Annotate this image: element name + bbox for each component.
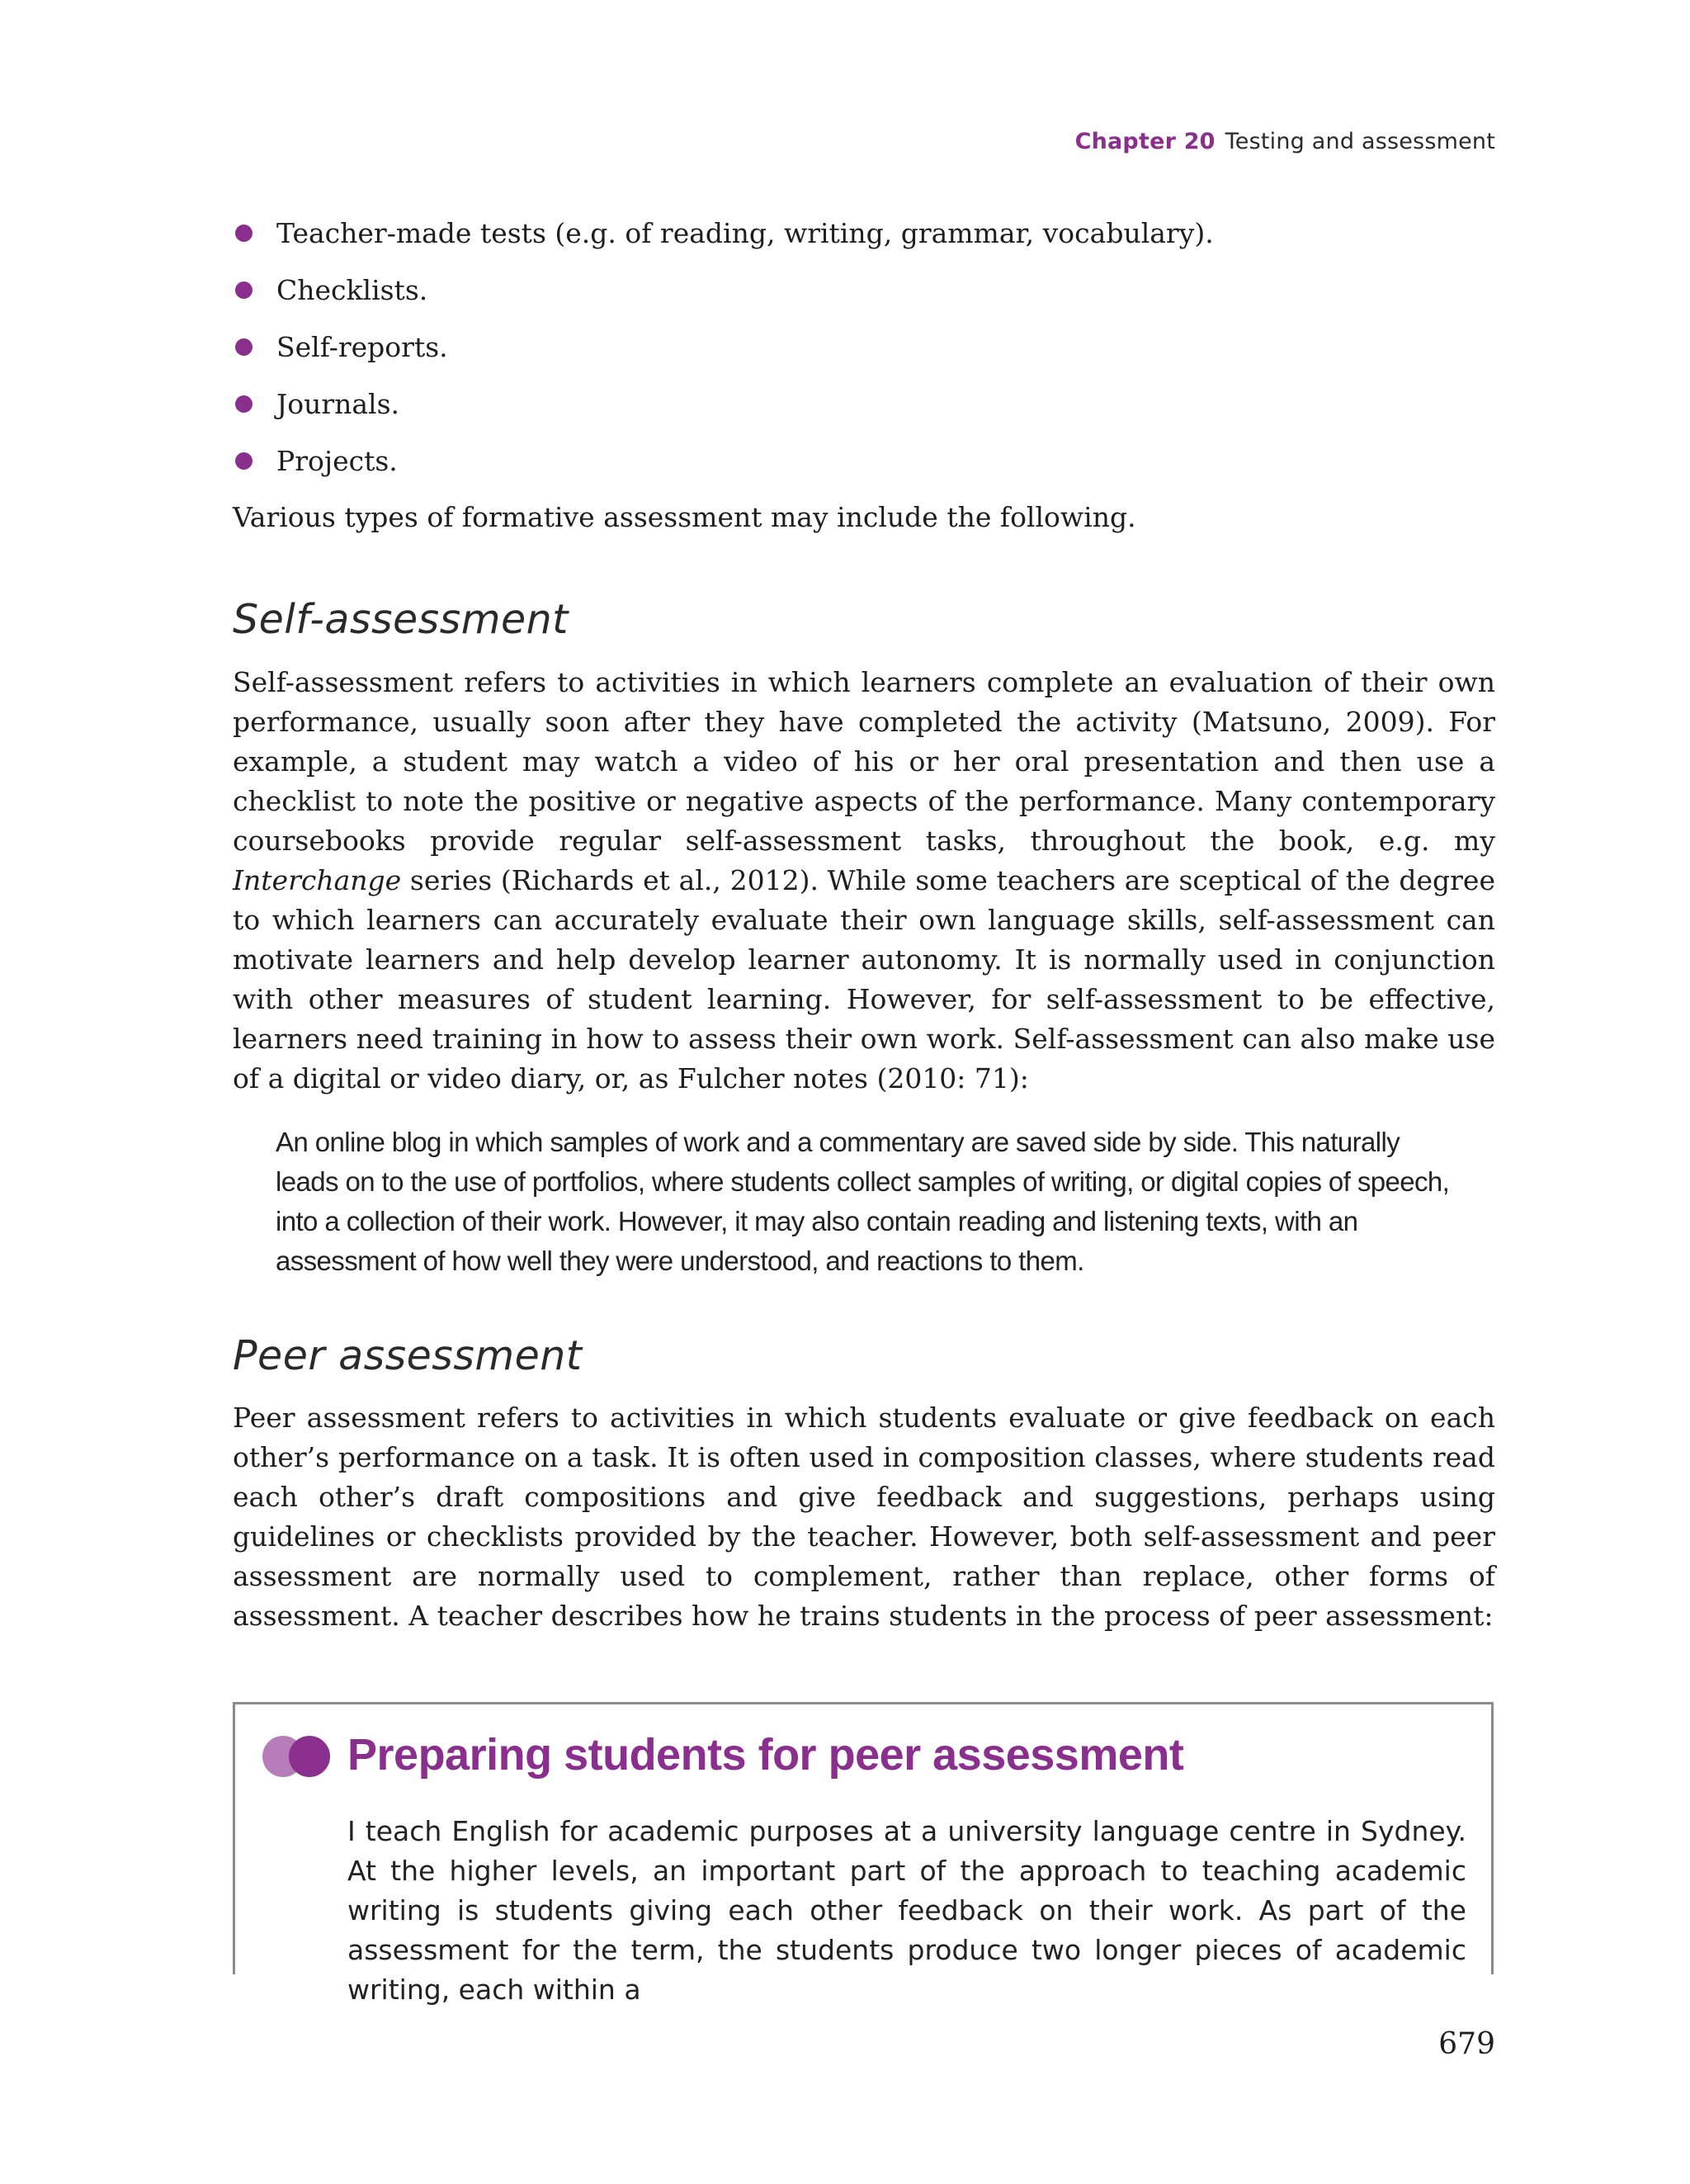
running-header: [1075, 129, 1495, 154]
feature-box-title: Preparing students for peer assessment: [347, 1730, 1184, 1780]
peer-assessment-paragraph: Peer assessment refers to activities in which students evaluate or give feedback on each other’s performance on a task. It is often used in composition classes, where students read each other’s draft compositions and give feedback and suggestions, perhaps using guidelines or checklists provided by the teacher. However, both self-assessment and peer assessment are normally used to complement, rather than replace, other forms of assessment. A teacher describes how he trains students in the process of peer assessment:: [233, 1402, 1495, 1632]
list-item: Projects.: [233, 441, 1495, 498]
bullet-icon: [235, 338, 253, 356]
bullet-icon: [235, 395, 253, 413]
list-item: Checklists.: [233, 270, 1495, 327]
block-quote: An online blog in which samples of work and a commentary are saved side by side. This naturally leads on to the use of portfolios, where students collect samples of writing, or digital copies of speech, into a collection of their work. However, it may also contain reading and listening texts, with an assessment of how well they were understood, and reactions to them.: [276, 1127, 1450, 1276]
feature-box: [233, 1702, 1494, 2006]
intro-sentence: Various types of formative assessment may include the following.: [233, 501, 1136, 533]
self-assessment-heading: Self-assessment: [233, 596, 569, 643]
list-item: Teacher-made tests (e.g. of reading, writing, grammar, vocabulary).: [233, 213, 1495, 270]
peer-assessment-heading: Peer assessment: [233, 1332, 583, 1379]
bullet-icon: [235, 225, 253, 242]
self-assessment-paragraph: Self-assessment refers to activities in which learners complete an evaluation of their own performance, usually soon after they have completed the activity (Matsuno, 2009). For example, a student may watch a video of his or her oral presentation and then use a checklist to note the positive or negative aspects of the performance. Many contemporary coursebooks provide regular self-assessment tasks, throughout the book, e.g. my Interchange series (Richards et al., 2012). While some teachers are sceptical of the degree to which learners can accurately evaluate their own language skills, self-assessment can motivate learners and help develop learner autonomy. It is normally used in conjunction with other measures of student learning. However, for self-assessment to be effective, learners need training in how to assess their own work. Self-assessment can also make use of a digital or video diary, or, as Fulcher notes (2010: 71):: [233, 666, 1495, 1094]
series-title: Interchange: [233, 864, 402, 896]
page-number: 679: [1438, 2027, 1495, 2061]
double-circle-icon: [262, 1734, 333, 1779]
list-item: Self-reports.: [233, 327, 1495, 384]
feature-box-body: I teach English for academic purposes at a university language centre in Sydney. At the higher levels, an important part of the approach to teaching academic writing is students giving each other feedback on their work. As part of the assessment for the term, the students produce two longer pieces of academic writing, each within a: [347, 1815, 1466, 2006]
list-item: Journals.: [233, 384, 1495, 441]
bullet-icon: [235, 281, 253, 299]
bullet-icon: [235, 452, 253, 470]
chapter-title: Testing and assessment: [1225, 129, 1495, 154]
bullet-list: [233, 213, 1495, 498]
chapter-label: Chapter 20: [1074, 129, 1216, 154]
